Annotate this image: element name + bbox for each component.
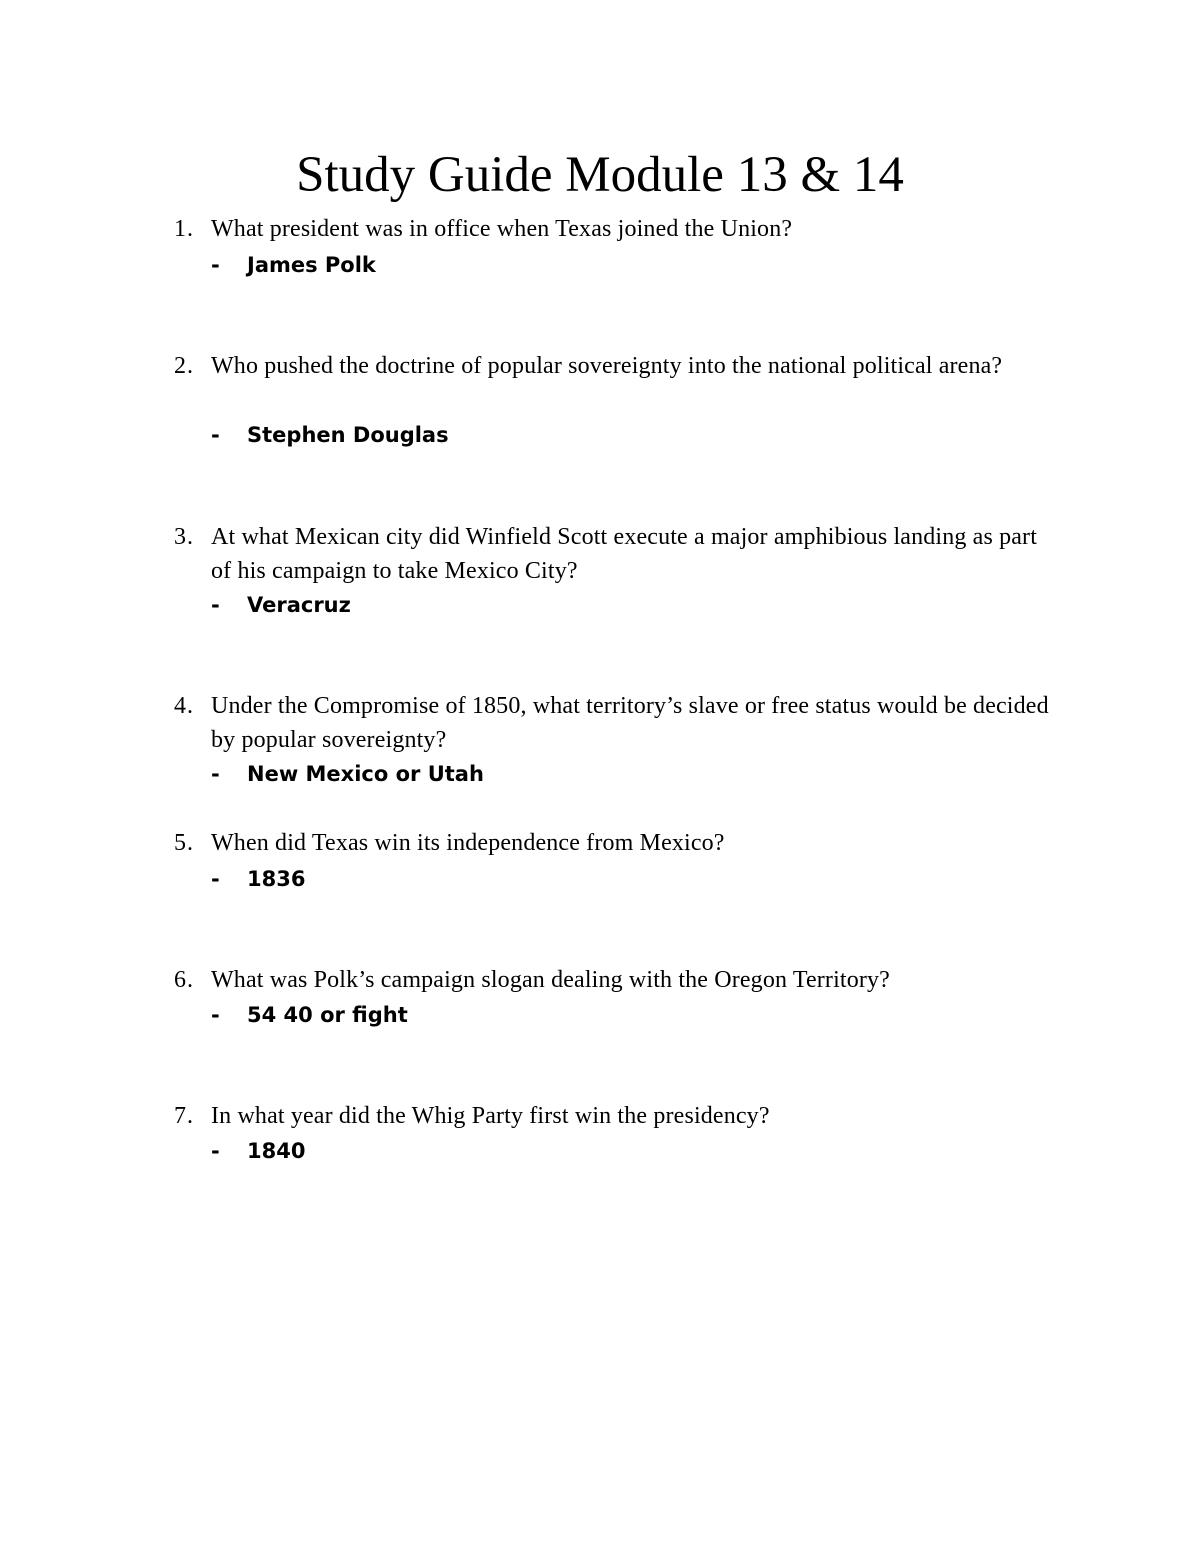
answer-3	[211, 588, 1011, 622]
question-text: What was Polk’s campaign slogan dealing with the Oregon Territory?	[211, 967, 890, 993]
answer-4	[211, 757, 1011, 791]
question-text: Under the Compromise of 1850, what territory’s slave or free status would be decided by popular sovereignty?	[211, 693, 1049, 753]
answer-text: Veracruz	[247, 593, 351, 617]
page-title: Study Guide Module 13 & 14	[296, 147, 904, 203]
answer-dash: -	[211, 867, 220, 891]
answer-1	[211, 248, 1011, 282]
question-text: Who pushed the doctrine of popular sovereignty into the national political arena?	[211, 353, 1003, 379]
answer-2	[211, 418, 1011, 452]
answer-text: 54 40 or fight	[247, 1003, 408, 1027]
question-number: 1.	[174, 216, 194, 242]
answer-5	[211, 862, 1011, 896]
question-text: In what year did the Whig Party first win the presidency?	[211, 1103, 770, 1129]
answer-dash: -	[211, 762, 220, 786]
answer-text: 1840	[247, 1139, 306, 1163]
answer-text: New Mexico or Utah	[247, 762, 484, 786]
answer-dash: -	[211, 593, 220, 617]
question-number: 5.	[174, 830, 194, 856]
answer-dash: -	[211, 423, 220, 447]
question-number: 3.	[174, 524, 194, 550]
question-number: 2.	[174, 353, 194, 379]
question-number: 7.	[174, 1103, 194, 1129]
question-number: 4.	[174, 693, 194, 719]
answer-dash: -	[211, 1003, 220, 1027]
answer-text: 1836	[247, 867, 306, 891]
answer-text: James Polk	[247, 253, 376, 277]
answer-text: Stephen Douglas	[247, 423, 449, 447]
question-text: At what Mexican city did Winfield Scott execute a major amphibious landing as part of his campaign to take Mexico City?	[211, 524, 1038, 584]
question-text: What president was in office when Texas joined the Union?	[211, 216, 793, 242]
answer-7	[211, 1134, 1011, 1168]
question-number: 6.	[174, 967, 194, 993]
question-text: When did Texas win its independence from Mexico?	[211, 830, 725, 856]
answer-dash: -	[211, 1139, 220, 1163]
answer-6	[211, 998, 1011, 1032]
answer-dash: -	[211, 253, 220, 277]
